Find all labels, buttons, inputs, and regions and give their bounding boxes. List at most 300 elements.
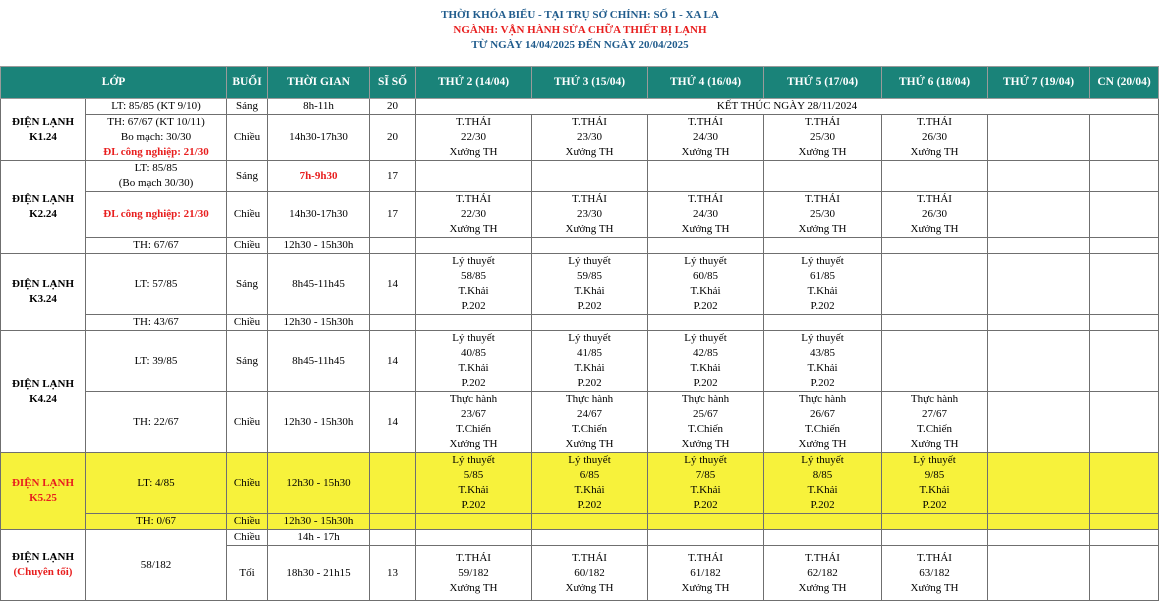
table-row	[1, 514, 1159, 530]
class-code: K2.24	[29, 208, 57, 220]
session-line: T.THÁI	[456, 193, 491, 205]
session-line: T.THÁI	[572, 193, 607, 205]
day-cell	[764, 392, 882, 453]
session-line: T.THÁI	[456, 551, 491, 564]
day-cell	[764, 331, 882, 392]
class-info-cell: LT: 4/85	[86, 453, 227, 514]
merged-note-cell: KẾT THÚC NGÀY 28/11/2024	[416, 99, 1159, 115]
col-header-day: THỨ 5 (17/04)	[764, 67, 882, 99]
class-name: ĐIỆN LẠNH	[11, 377, 75, 390]
session-line: T.Khải	[574, 285, 605, 297]
session-line: T.Khải	[574, 484, 605, 496]
day-cell	[1090, 192, 1159, 238]
time-cell: 7h-9h30	[268, 161, 370, 192]
time-cell: 8h45-11h45	[268, 331, 370, 392]
day-cell	[882, 254, 988, 315]
day-cell	[648, 514, 764, 530]
session-line: P.202	[461, 377, 486, 389]
session-line: T.THÁI	[688, 193, 723, 205]
day-cell	[532, 453, 648, 514]
table-row	[1, 99, 1159, 115]
session-line: Lý thuyết	[684, 332, 727, 344]
session-line: 25/67	[692, 408, 719, 420]
day-cell	[532, 514, 648, 530]
day-cell	[416, 238, 532, 254]
session-line: T.Khải	[458, 285, 489, 297]
day-cell	[764, 161, 882, 192]
time-cell: 12h30 - 15h30h	[268, 238, 370, 254]
session-line: 59/182	[458, 566, 489, 579]
session-cell: Chiều	[227, 192, 268, 238]
schedule-table	[0, 66, 1159, 601]
day-cell	[648, 254, 764, 315]
day-cell	[416, 546, 532, 601]
session-line: 61/85	[809, 270, 836, 282]
session-cell: Sáng	[227, 254, 268, 315]
session-line: 6/85	[579, 469, 600, 481]
session-line: T.Khải	[690, 484, 721, 496]
session-line: P.202	[810, 377, 835, 389]
col-header-buoi: BUỔI	[227, 67, 268, 99]
session-line: Xưởng TH	[565, 581, 614, 594]
day-cell	[988, 331, 1090, 392]
time-cell: 12h30 - 15h30h	[268, 514, 370, 530]
session-line: Lý thuyết	[684, 454, 727, 466]
info-line: (Bo mạch 30/30)	[118, 177, 194, 189]
table-row	[1, 331, 1159, 392]
class-name-cell	[1, 99, 86, 161]
session-cell: Sáng	[227, 161, 268, 192]
session-line: 40/85	[460, 347, 487, 359]
time-cell: 18h30 - 21h15	[268, 546, 370, 601]
class-name-cell	[1, 453, 86, 530]
session-line: Lý thuyết	[452, 332, 495, 344]
day-cell	[416, 331, 532, 392]
session-line: Xưởng TH	[681, 581, 730, 594]
session-cell: Tối	[227, 546, 268, 601]
session-line: Xưởng TH	[681, 146, 730, 158]
col-header-lop: LỚP	[1, 67, 227, 99]
session-line: P.202	[577, 377, 602, 389]
time-cell: 8h45-11h45	[268, 254, 370, 315]
session-line: Xưởng TH	[449, 146, 498, 158]
session-line: 27/67	[921, 408, 948, 420]
session-line: T.THÁI	[456, 116, 491, 128]
session-line: T.THÁI	[805, 116, 840, 128]
col-header-day: CN (20/04)	[1090, 67, 1159, 99]
class-name: ĐIỆN LẠNH	[11, 115, 75, 128]
day-cell	[988, 392, 1090, 453]
day-cell	[532, 331, 648, 392]
header-row	[1, 67, 1159, 99]
day-cell	[988, 192, 1090, 238]
session-line: 60/85	[692, 270, 719, 282]
session-line: T.THÁI	[917, 116, 952, 128]
time-cell: 12h30 - 15h30	[268, 453, 370, 514]
day-cell	[648, 546, 764, 601]
session-line: 42/85	[692, 347, 719, 359]
session-line: Xưởng TH	[449, 223, 498, 235]
class-code: K5.25	[29, 492, 57, 504]
session-line: 59/85	[576, 270, 603, 282]
day-cell	[648, 392, 764, 453]
session-line: Lý thuyết	[568, 454, 611, 466]
class-info-cell: LT: 85/85 (KT 9/10)	[86, 99, 227, 115]
session-line: T.Chiến	[805, 423, 840, 435]
title-line-3: TỪ NGÀY 14/04/2025 ĐẾN NGÀY 20/04/2025	[471, 39, 689, 51]
session-line: 22/30	[460, 131, 487, 143]
title-line-2: NGÀNH: VẬN HÀNH SỬA CHỮA THIẾT BỊ LẠNH	[453, 24, 707, 36]
session-line: 26/67	[809, 408, 836, 420]
session-line: T.Khải	[458, 362, 489, 374]
session-line: P.202	[922, 499, 947, 511]
table-row	[1, 453, 1159, 514]
day-cell	[1090, 254, 1159, 315]
col-header-day: THỨ 4 (16/04)	[648, 67, 764, 99]
day-cell	[764, 315, 882, 331]
day-cell	[764, 546, 882, 601]
day-cell	[416, 453, 532, 514]
session-cell: Chiều	[227, 315, 268, 331]
session-line: P.202	[693, 377, 718, 389]
student-count-cell: 20	[370, 115, 416, 161]
day-cell	[764, 238, 882, 254]
class-code: K4.24	[29, 392, 57, 405]
day-cell	[988, 115, 1090, 161]
session-line: Lý thuyết	[568, 332, 611, 344]
session-line: T.Khải	[690, 285, 721, 297]
day-cell	[988, 514, 1090, 530]
title-line-1: THỜI KHÓA BIỂU - TẠI TRỤ SỞ CHÍNH: SỐ 1 - XA LA	[441, 9, 719, 21]
table-row	[1, 392, 1159, 453]
time-cell: 14h30-17h30	[268, 192, 370, 238]
day-cell	[416, 392, 532, 453]
session-line: Lý thuyết	[452, 255, 495, 267]
day-cell	[882, 546, 988, 601]
session-line: Lý thuyết	[684, 255, 727, 267]
day-cell	[1090, 392, 1159, 453]
day-cell	[882, 530, 988, 546]
session-line: T.Khải	[458, 484, 489, 496]
session-line: T.Khải	[919, 484, 950, 496]
session-line: Xưởng TH	[449, 581, 498, 594]
day-cell	[648, 192, 764, 238]
session-line: Xưởng TH	[565, 438, 614, 450]
day-cell	[648, 315, 764, 331]
col-header-thoigian: THỜI GIAN	[268, 67, 370, 99]
session-line: T.Chiến	[456, 423, 491, 435]
day-cell	[764, 115, 882, 161]
day-cell	[882, 115, 988, 161]
session-cell: Chiều	[227, 392, 268, 453]
info-line: LT: 85/85	[134, 162, 178, 174]
day-cell	[764, 254, 882, 315]
class-info-cell: TH: 67/67	[86, 238, 227, 254]
class-name: ĐIỆN LẠNH	[11, 551, 75, 563]
session-line: P.202	[810, 300, 835, 312]
session-line: T.THÁI	[917, 551, 952, 564]
session-line: 60/182	[574, 566, 605, 579]
session-line: T.Khải	[807, 362, 838, 374]
student-count-cell	[370, 530, 416, 546]
class-info-cell: TH: 22/67	[86, 392, 227, 453]
day-cell	[882, 238, 988, 254]
day-cell	[416, 192, 532, 238]
day-cell	[532, 161, 648, 192]
session-line: 24/30	[692, 131, 719, 143]
session-line: Xưởng TH	[681, 438, 730, 450]
day-cell	[532, 254, 648, 315]
session-line: Lý thuyết	[452, 454, 495, 466]
session-line: T.Chiến	[572, 423, 607, 435]
day-cell	[882, 453, 988, 514]
session-line: 25/30	[809, 208, 836, 220]
day-cell	[1090, 514, 1159, 530]
day-cell	[764, 453, 882, 514]
class-code: K3.24	[29, 293, 57, 305]
class-name: ĐIỆN LẠNH	[11, 477, 75, 489]
time-cell: 14h30-17h30	[268, 115, 370, 161]
session-line: 43/85	[809, 347, 836, 359]
session-line: Xưởng TH	[681, 223, 730, 235]
class-name-cell	[1, 161, 86, 254]
session-cell: Chiều	[227, 453, 268, 514]
session-line: Lý thuyết	[801, 332, 844, 344]
table-row	[1, 315, 1159, 331]
day-cell	[882, 392, 988, 453]
session-cell: Chiều	[227, 238, 268, 254]
class-info-cell: LT: 39/85	[86, 331, 227, 392]
session-line: Xưởng TH	[565, 223, 614, 235]
table-row	[1, 115, 1159, 161]
session-cell: Sáng	[227, 99, 268, 115]
day-cell	[532, 315, 648, 331]
session-line: P.202	[577, 499, 602, 511]
day-cell	[532, 192, 648, 238]
day-cell	[764, 530, 882, 546]
student-count-cell: 13	[370, 546, 416, 601]
session-line: T.THÁI	[805, 193, 840, 205]
session-line: Thực hành	[565, 393, 614, 405]
student-count-cell: 14	[370, 254, 416, 315]
class-info-cell	[86, 161, 227, 192]
session-line: P.202	[461, 300, 486, 312]
student-count-cell: 20	[370, 99, 416, 115]
session-line: T.THÁI	[917, 193, 952, 205]
session-line: Xưởng TH	[798, 438, 847, 450]
session-line: 24/30	[692, 208, 719, 220]
session-line: 62/182	[807, 566, 838, 579]
session-line: P.202	[693, 499, 718, 511]
day-cell	[416, 115, 532, 161]
table-row	[1, 238, 1159, 254]
info-line: Bo mạch: 30/30	[120, 131, 192, 143]
session-line: P.202	[693, 300, 718, 312]
session-line: 22/30	[460, 208, 487, 220]
session-line: T.THÁI	[572, 116, 607, 128]
session-line: 7/85	[695, 469, 716, 481]
day-cell	[988, 546, 1090, 601]
class-code: K1.24	[29, 130, 57, 143]
session-line: T.Khải	[807, 285, 838, 297]
day-cell	[532, 238, 648, 254]
day-cell	[1090, 453, 1159, 514]
session-line: T.Khải	[574, 362, 605, 374]
student-count-cell	[370, 514, 416, 530]
day-cell	[532, 530, 648, 546]
session-line: Thực hành	[449, 393, 498, 405]
student-count-cell: 17	[370, 161, 416, 192]
time-cell: 8h-11h	[268, 99, 370, 115]
session-line: P.202	[577, 300, 602, 312]
session-line: Xưởng TH	[565, 146, 614, 158]
day-cell	[1090, 115, 1159, 161]
col-header-day: THỨ 3 (15/04)	[532, 67, 648, 99]
class-name: ĐIỆN LẠNH	[11, 278, 75, 290]
session-line: 9/85	[924, 469, 945, 481]
session-line: 5/85	[463, 469, 484, 481]
day-cell	[1090, 546, 1159, 601]
day-cell	[882, 192, 988, 238]
session-line: T.THÁI	[688, 551, 723, 564]
session-line: Lý thuyết	[568, 255, 611, 267]
session-line: T.Chiến	[688, 423, 723, 435]
session-line: T.THÁI	[688, 116, 723, 128]
session-cell: Chiều	[227, 514, 268, 530]
class-code: (Chuyên tối)	[13, 566, 73, 578]
class-name-cell	[1, 530, 86, 601]
table-row	[1, 530, 1159, 546]
day-cell	[882, 514, 988, 530]
class-info-cell: TH: 0/67	[86, 514, 227, 530]
day-cell	[532, 546, 648, 601]
session-line: Xưởng TH	[798, 581, 847, 594]
student-count-cell	[370, 315, 416, 331]
day-cell	[988, 238, 1090, 254]
table-row	[1, 254, 1159, 315]
day-cell	[988, 254, 1090, 315]
day-cell	[416, 254, 532, 315]
session-line: T.Khải	[807, 484, 838, 496]
session-line: P.202	[461, 499, 486, 511]
session-line: Xưởng TH	[798, 223, 847, 235]
day-cell	[648, 530, 764, 546]
col-header-siso: SĨ SỐ	[370, 67, 416, 99]
session-line: Thực hành	[910, 393, 959, 405]
day-cell	[1090, 530, 1159, 546]
session-line: 8/85	[812, 469, 833, 481]
class-info-cell: 58/182	[86, 530, 227, 601]
session-line: 63/182	[919, 566, 950, 579]
session-line: Thực hành	[681, 393, 730, 405]
day-cell	[416, 530, 532, 546]
session-line: T.THÁI	[572, 551, 607, 564]
session-line: Thực hành	[798, 393, 847, 405]
student-count-cell	[370, 238, 416, 254]
class-info-cell	[86, 115, 227, 161]
day-cell	[882, 315, 988, 331]
class-name: ĐIỆN LẠNH	[11, 193, 75, 205]
session-line: 26/30	[921, 131, 948, 143]
session-line: Xưởng TH	[910, 223, 959, 235]
session-line: 58/85	[460, 270, 487, 282]
day-cell	[648, 453, 764, 514]
session-cell: Chiều	[227, 115, 268, 161]
col-header-day: THỨ 6 (18/04)	[882, 67, 988, 99]
session-line: Lý thuyết	[913, 454, 956, 466]
info-line-highlight: ĐL công nghiệp: 21/30	[103, 146, 209, 158]
day-cell	[1090, 315, 1159, 331]
session-line: 23/67	[460, 408, 487, 420]
session-line: Xưởng TH	[910, 438, 959, 450]
day-cell	[416, 161, 532, 192]
table-row	[1, 161, 1159, 192]
day-cell	[764, 192, 882, 238]
day-cell	[988, 530, 1090, 546]
session-cell: Sáng	[227, 331, 268, 392]
day-cell	[416, 514, 532, 530]
day-cell	[648, 115, 764, 161]
session-line: Lý thuyết	[801, 255, 844, 267]
day-cell	[1090, 161, 1159, 192]
session-line: 26/30	[921, 208, 948, 220]
session-line: 23/30	[576, 208, 603, 220]
session-line: 24/67	[576, 408, 603, 420]
class-info-cell: ĐL công nghiệp: 21/30	[86, 192, 227, 238]
time-cell: 14h - 17h	[268, 530, 370, 546]
session-line: T.Chiến	[917, 423, 952, 435]
col-header-day: THỨ 7 (19/04)	[988, 67, 1090, 99]
session-line: Xưởng TH	[910, 581, 959, 594]
day-cell	[532, 392, 648, 453]
time-cell: 12h30 - 15h30h	[268, 315, 370, 331]
session-line: Xưởng TH	[910, 146, 959, 158]
student-count-cell: 14	[370, 392, 416, 453]
session-line: 23/30	[576, 131, 603, 143]
session-line: 41/85	[576, 347, 603, 359]
day-cell	[1090, 331, 1159, 392]
day-cell	[648, 238, 764, 254]
session-line: Lý thuyết	[801, 454, 844, 466]
info-line: TH: 67/67 (KT 10/11)	[107, 116, 205, 128]
session-line: 61/182	[690, 566, 721, 579]
session-line: Xưởng TH	[449, 438, 498, 450]
day-cell	[416, 315, 532, 331]
session-line: 25/30	[809, 131, 836, 143]
class-name-cell	[1, 331, 86, 453]
day-cell	[648, 161, 764, 192]
table-row	[1, 192, 1159, 238]
day-cell	[988, 315, 1090, 331]
day-cell	[988, 161, 1090, 192]
student-count-cell	[370, 453, 416, 514]
session-cell: Chiều	[227, 530, 268, 546]
day-cell	[764, 514, 882, 530]
col-header-day: THỨ 2 (14/04)	[416, 67, 532, 99]
day-cell	[882, 161, 988, 192]
day-cell	[648, 331, 764, 392]
day-cell	[882, 331, 988, 392]
session-line: P.202	[810, 499, 835, 511]
day-cell	[988, 453, 1090, 514]
class-info-cell: TH: 43/67	[86, 315, 227, 331]
student-count-cell: 14	[370, 331, 416, 392]
day-cell	[1090, 238, 1159, 254]
session-line: T.THÁI	[805, 551, 840, 564]
session-line: Xưởng TH	[798, 146, 847, 158]
class-info-cell: LT: 57/85	[86, 254, 227, 315]
student-count-cell: 17	[370, 192, 416, 238]
